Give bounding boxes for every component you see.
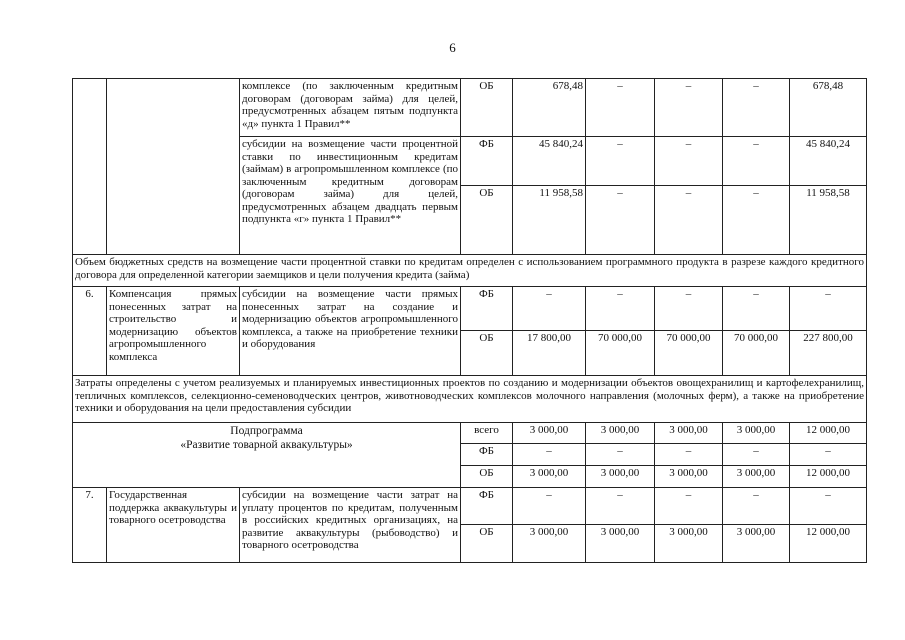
value-cell: 3 000,00	[586, 466, 655, 488]
total-cell: –	[790, 444, 867, 466]
total-cell: 11 958,58	[790, 186, 867, 255]
budget-table	[72, 78, 867, 563]
note-text: Объем бюджетных средств на возмещение части процентной ставки по кредитам определен с использованием программного продукта в разрезе каждого кредитного договора для определенной категории заемщиков и цели получения кредита (займа)	[73, 255, 867, 287]
description-cell: комплексе (по заключенным кредитным договорам (договорам займа) для целей, предусмотренных абзацем пятым подпункта «д» пункта 1 Правил**	[240, 79, 461, 137]
item-number: 7.	[73, 488, 107, 563]
subprogram-title	[73, 423, 461, 488]
item-name: Государственная поддержка аквакультуры и товарного осетроводства	[107, 488, 240, 563]
value-cell: 3 000,00	[513, 423, 586, 444]
value-cell: –	[655, 488, 723, 525]
value-cell: –	[513, 488, 586, 525]
source-cell: ФБ	[461, 137, 513, 186]
value-cell: 3 000,00	[723, 466, 790, 488]
value-cell: –	[723, 444, 790, 466]
source-cell: ФБ	[461, 444, 513, 466]
source-cell: ОБ	[461, 525, 513, 563]
note-row	[73, 376, 867, 423]
table-row	[73, 488, 867, 525]
note-row	[73, 255, 867, 287]
subprogram-label: Подпрограмма	[230, 425, 303, 437]
value-cell: –	[586, 79, 655, 137]
value-cell: 3 000,00	[723, 525, 790, 563]
value-cell: –	[586, 287, 655, 331]
source-cell: ОБ	[461, 466, 513, 488]
table-row	[73, 79, 867, 137]
total-cell: –	[790, 488, 867, 525]
table-row	[73, 287, 867, 331]
value-cell: –	[655, 444, 723, 466]
total-cell: 12 000,00	[790, 466, 867, 488]
total-cell: 12 000,00	[790, 525, 867, 563]
value-cell: 3 000,00	[655, 423, 723, 444]
value-cell: 3 000,00	[513, 525, 586, 563]
item-name: Компенсация прямых понесенных затрат на строительство и модернизацию объектов агропромышленного комплекса	[107, 287, 240, 376]
value-cell: 678,48	[513, 79, 586, 137]
source-cell: ОБ	[461, 79, 513, 137]
value-cell: –	[723, 79, 790, 137]
value-cell: 11 958,58	[513, 186, 586, 255]
value-cell: –	[655, 287, 723, 331]
source-cell: ОБ	[461, 186, 513, 255]
value-cell: –	[655, 79, 723, 137]
value-cell: 70 000,00	[723, 331, 790, 376]
page-number: 6	[449, 40, 456, 55]
source-cell: всего	[461, 423, 513, 444]
value-cell: 70 000,00	[586, 331, 655, 376]
source-cell: ОБ	[461, 331, 513, 376]
total-cell: 227 800,00	[790, 331, 867, 376]
total-cell: 678,48	[790, 79, 867, 137]
value-cell: –	[586, 137, 655, 186]
note-text: Затраты определены с учетом реализуемых и планируемых инвестиционных проектов по созданию и модернизации объектов овощехранилищ и картофелехранилищ, тепличных комплексов, селекционно-семеноводческих центров, животноводческих комплексов молочного направления (молочных ферм), а также на приобретение техники и оборудования на цели предоставления субсидии	[73, 376, 867, 423]
value-cell: 3 000,00	[586, 525, 655, 563]
value-cell: 45 840,24	[513, 137, 586, 186]
number-cell-empty	[73, 79, 107, 255]
value-cell: 70 000,00	[655, 331, 723, 376]
total-cell: 45 840,24	[790, 137, 867, 186]
description-cell: субсидии на возмещение части затрат на уплату процентов по кредитам, полученным в российских кредитных организациях, на развитие аквакультуры (рыбоводство) и товарного осетроводства	[240, 488, 461, 563]
source-cell: ФБ	[461, 287, 513, 331]
name-cell-empty	[107, 79, 240, 255]
value-cell: –	[513, 444, 586, 466]
description-cell: субсидии на возмещение части процентной ставки по инвестиционным кредитам (займам) в агропромышленном комплексе (по заключенным кредитным договорам (договорам займа) для целей, предусмотренных абзацем двадцать первым подпункта «г» пункта 1 Правил**	[240, 137, 461, 255]
description-cell: субсидии на возмещение части прямых понесенных затрат на создание и модернизацию объектов агропромышленного комплекса, а также на приобретение техники и оборудования	[240, 287, 461, 376]
item-number: 6.	[73, 287, 107, 376]
value-cell: –	[586, 186, 655, 255]
value-cell: 3 000,00	[655, 525, 723, 563]
value-cell: –	[586, 444, 655, 466]
total-cell: 12 000,00	[790, 423, 867, 444]
value-cell: 17 800,00	[513, 331, 586, 376]
source-cell: ФБ	[461, 488, 513, 525]
value-cell: –	[586, 488, 655, 525]
value-cell: 3 000,00	[723, 423, 790, 444]
value-cell: –	[723, 287, 790, 331]
value-cell: 3 000,00	[655, 466, 723, 488]
total-cell: –	[790, 287, 867, 331]
value-cell: –	[723, 186, 790, 255]
value-cell: 3 000,00	[586, 423, 655, 444]
value-cell: –	[723, 488, 790, 525]
value-cell: 3 000,00	[513, 466, 586, 488]
value-cell: –	[723, 137, 790, 186]
value-cell: –	[655, 186, 723, 255]
value-cell: –	[655, 137, 723, 186]
subprogram-name: «Развитие товарной аквакультуры»	[180, 439, 353, 451]
value-cell: –	[513, 287, 586, 331]
table-row	[73, 423, 867, 444]
